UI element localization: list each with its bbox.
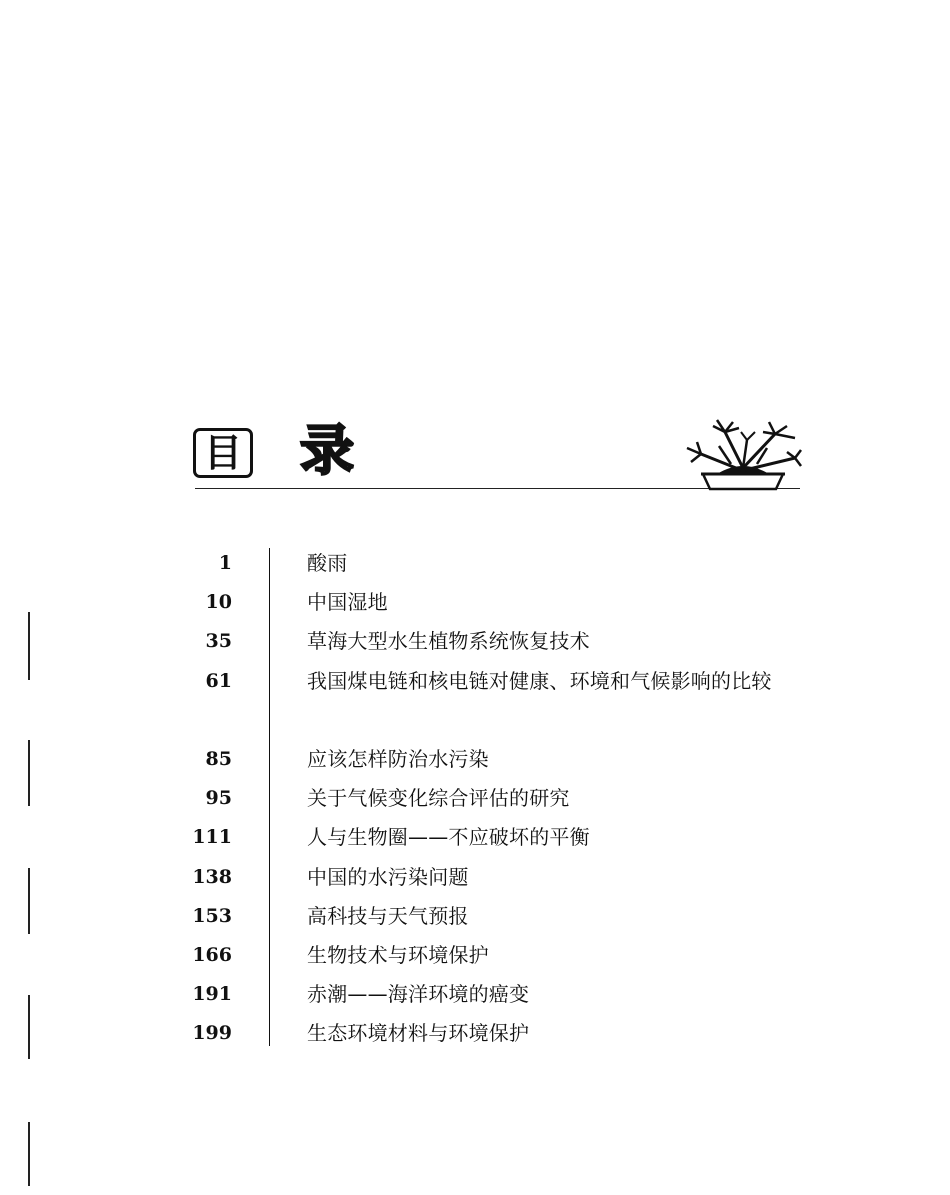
toc-entry[interactable] [180, 1014, 820, 1053]
toc-entry-title: 我国煤电链和核电链对健康、环境和气候影响的比较 [307, 668, 772, 693]
toc-page-number: 1 [218, 552, 232, 574]
toc-entry[interactable] [180, 779, 820, 818]
toc-page-number: 10 [205, 591, 232, 614]
toc-page-number: 138 [192, 865, 232, 888]
scan-artifact-line [28, 995, 30, 1059]
toc-page-number: 191 [192, 983, 232, 1006]
toc-entry[interactable] [180, 544, 820, 583]
toc-entry[interactable] [180, 897, 820, 936]
toc-entry[interactable] [180, 975, 820, 1014]
toc-page-number: 153 [192, 904, 232, 927]
toc-entry-title: 赤潮——海洋环境的癌变 [307, 982, 530, 1007]
toc-page-number: 111 [192, 826, 232, 849]
toc-page-number: 199 [192, 1022, 232, 1045]
toc-entry-title: 中国的水污染问题 [307, 864, 469, 889]
toc-entry-title: 草海大型水生植物系统恢复技术 [307, 629, 590, 654]
toc-page-number: 85 [205, 747, 232, 770]
toc-entry[interactable] [180, 740, 820, 779]
toc-entry-title: 人与生物圈——不应破坏的平衡 [307, 825, 590, 850]
table-of-contents [180, 544, 820, 1053]
toc-entry-title: 生物技术与环境保护 [307, 942, 489, 967]
scan-artifact-line [28, 868, 30, 934]
scan-artifact-line [28, 612, 30, 680]
toc-entry[interactable] [180, 622, 820, 661]
toc-entry[interactable] [180, 583, 820, 622]
toc-entry-title: 应该怎样防治水污染 [307, 746, 489, 771]
toc-entry[interactable] [180, 818, 820, 857]
toc-entry[interactable] [180, 662, 820, 740]
toc-page-number: 95 [205, 787, 232, 810]
toc-entry[interactable] [180, 936, 820, 975]
heading-char-box [193, 428, 253, 478]
toc-page-number: 166 [192, 943, 232, 966]
scan-artifact-line [28, 1122, 30, 1186]
potted-plant-icon [683, 418, 803, 492]
scan-artifact-line [28, 740, 30, 806]
toc-page-number: 35 [205, 630, 232, 653]
toc-entry[interactable] [180, 858, 820, 897]
toc-entry-title: 高科技与天气预报 [307, 903, 469, 928]
toc-page-number: 61 [205, 669, 232, 692]
toc-entry-title: 关于气候变化综合评估的研究 [307, 786, 570, 811]
toc-entry-title: 中国湿地 [307, 590, 388, 615]
heading-char-2: 录 [300, 419, 354, 482]
heading-char-1: 目 [203, 431, 242, 475]
toc-entry-title: 生态环境材料与环境保护 [307, 1021, 530, 1046]
toc-entry-title: 酸雨 [307, 551, 348, 575]
